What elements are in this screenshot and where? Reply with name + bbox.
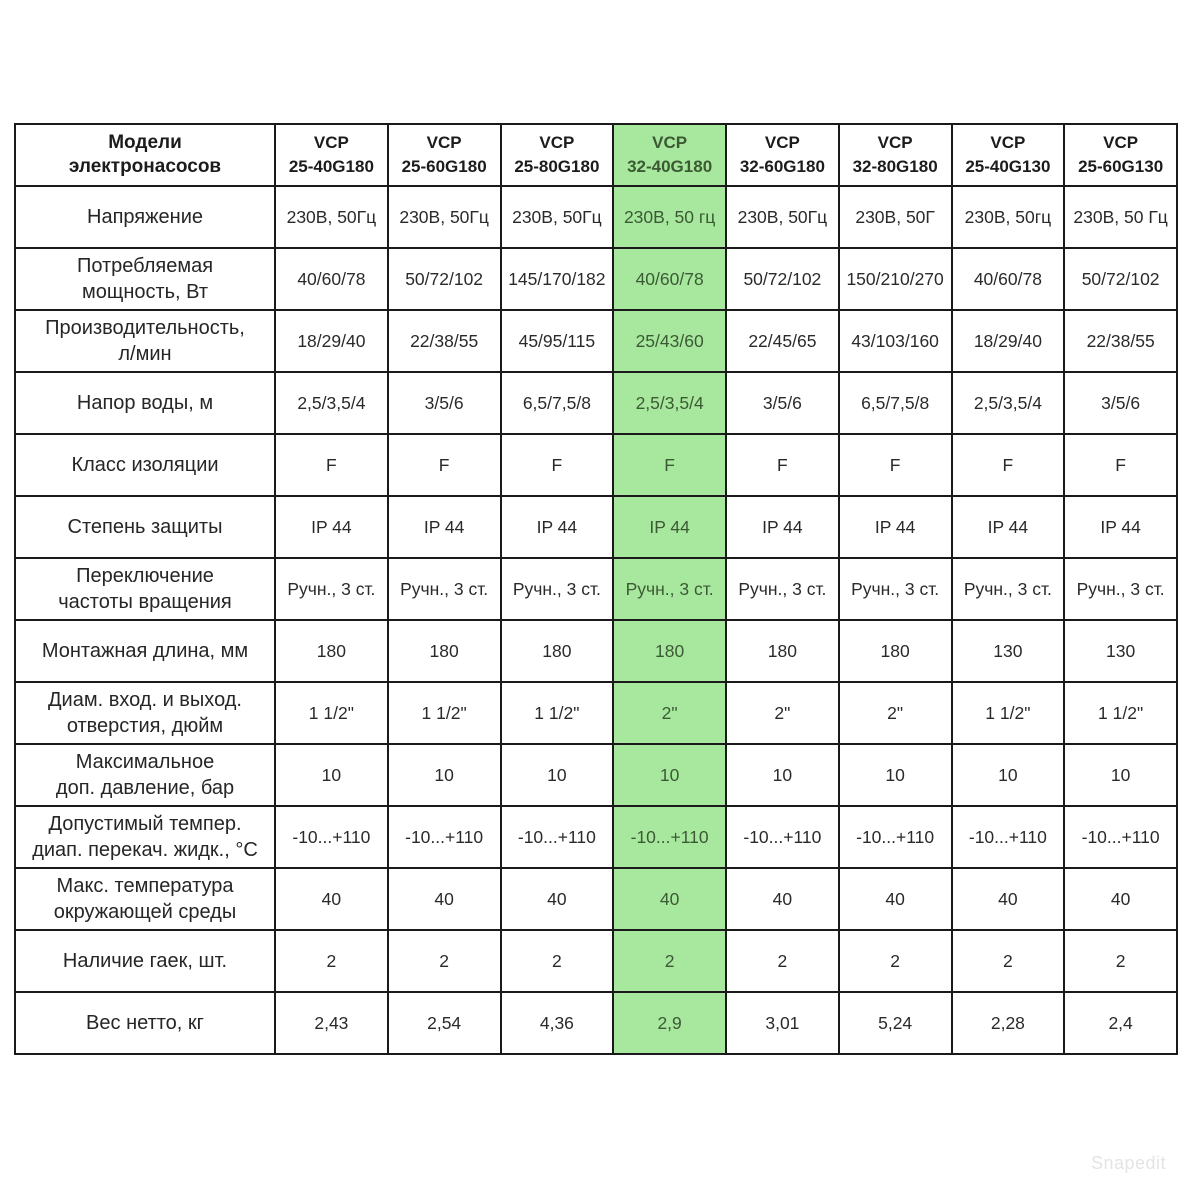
row-label-line: Вес нетто, кг: [86, 1012, 204, 1034]
value-cell: IP 44: [501, 496, 614, 558]
value-cell: 10: [388, 744, 501, 806]
value-cell: Ручн., 3 ст.: [839, 558, 952, 620]
value-cell: 230В, 50Г: [839, 186, 952, 248]
value-cell: 50/72/102: [1064, 248, 1177, 310]
row-label-line: Производительность,: [45, 317, 245, 339]
row-label-cell: [15, 248, 275, 310]
table-row: [15, 558, 1177, 620]
value-cell: 5,24: [839, 992, 952, 1054]
value-cell: IP 44: [613, 496, 726, 558]
value-cell: 180: [388, 620, 501, 682]
value-cell: 40: [501, 868, 614, 930]
model-name-line: 25-60G180: [401, 157, 487, 176]
row-label-line: Степень защиты: [67, 516, 223, 538]
value-cell: F: [388, 434, 501, 496]
value-cell: IP 44: [726, 496, 839, 558]
model-name-line: VCP: [652, 133, 688, 152]
row-label-line: Потребляемая: [76, 255, 214, 277]
value-cell: Ручн., 3 ст.: [613, 558, 726, 620]
value-cell: 43/103/160: [839, 310, 952, 372]
table-row: [15, 682, 1177, 744]
header-label-line-1: Модели: [108, 132, 182, 153]
value-cell: 130: [1064, 620, 1177, 682]
value-cell: 230В, 50Гц: [726, 186, 839, 248]
value-cell: Ручн., 3 ст.: [952, 558, 1065, 620]
value-cell: 230В, 50Гц: [501, 186, 614, 248]
value-cell: 230В, 50 Гц: [1064, 186, 1177, 248]
value-cell: F: [839, 434, 952, 496]
value-cell: F: [726, 434, 839, 496]
value-cell: 2,5/3,5/4: [613, 372, 726, 434]
value-cell: 3/5/6: [726, 372, 839, 434]
value-cell: 2,28: [952, 992, 1065, 1054]
value-cell: 18/29/40: [275, 310, 388, 372]
value-cell: 40: [1064, 868, 1177, 930]
value-cell: 6,5/7,5/8: [839, 372, 952, 434]
value-cell: 180: [275, 620, 388, 682]
header-row: [15, 124, 1177, 186]
row-label-cell: [15, 744, 275, 806]
value-cell: 2": [613, 682, 726, 744]
model-header-cell: [613, 124, 726, 186]
row-label-line: Монтажная длина, мм: [41, 640, 249, 662]
model-header-cell: [726, 124, 839, 186]
value-cell: 10: [726, 744, 839, 806]
table-row: [15, 248, 1177, 310]
value-cell: F: [613, 434, 726, 496]
value-cell: -10...+110: [275, 806, 388, 868]
row-label-line: л/мин: [118, 343, 172, 365]
model-name-line: 25-40G130: [965, 157, 1051, 176]
value-cell: IP 44: [1064, 496, 1177, 558]
model-name-line: 32-80G180: [852, 157, 938, 176]
value-cell: 145/170/182: [501, 248, 614, 310]
table-row: [15, 310, 1177, 372]
value-cell: 10: [839, 744, 952, 806]
value-cell: -10...+110: [952, 806, 1065, 868]
row-label-cell: [15, 434, 275, 496]
value-cell: -10...+110: [839, 806, 952, 868]
model-name-line: VCP: [990, 133, 1026, 152]
value-cell: 150/210/270: [839, 248, 952, 310]
row-label-cell: [15, 372, 275, 434]
value-cell: 10: [275, 744, 388, 806]
value-cell: 10: [501, 744, 614, 806]
value-cell: -10...+110: [388, 806, 501, 868]
value-cell: IP 44: [952, 496, 1065, 558]
value-cell: 2: [1064, 930, 1177, 992]
model-header-cell: [388, 124, 501, 186]
value-cell: 1 1/2": [1064, 682, 1177, 744]
value-cell: IP 44: [388, 496, 501, 558]
value-cell: 230В, 50 гц: [613, 186, 726, 248]
row-label-line: Диам. вход. и выход.: [48, 689, 242, 711]
value-cell: 40: [726, 868, 839, 930]
value-cell: 3/5/6: [388, 372, 501, 434]
value-cell: 3/5/6: [1064, 372, 1177, 434]
value-cell: 2,43: [275, 992, 388, 1054]
value-cell: Ручн., 3 ст.: [726, 558, 839, 620]
model-header-cell: [839, 124, 952, 186]
value-cell: F: [952, 434, 1065, 496]
table-row: [15, 496, 1177, 558]
value-cell: 45/95/115: [501, 310, 614, 372]
row-label-line: Класс изоляции: [71, 454, 219, 476]
model-name-line: VCP: [877, 133, 913, 152]
model-header-cell: [1064, 124, 1177, 186]
row-label-line: мощность, Вт: [81, 281, 209, 303]
row-label-cell: [15, 930, 275, 992]
value-cell: 2: [275, 930, 388, 992]
model-header-cell: [952, 124, 1065, 186]
model-header-cell: [501, 124, 614, 186]
model-name-line: 32-40G180: [627, 157, 713, 176]
value-cell: 18/29/40: [952, 310, 1065, 372]
value-cell: 180: [613, 620, 726, 682]
header-label-cell: [15, 124, 275, 186]
value-cell: 2,9: [613, 992, 726, 1054]
row-label-line: окружающей среды: [53, 901, 237, 923]
value-cell: 40: [613, 868, 726, 930]
value-cell: Ручн., 3 ст.: [275, 558, 388, 620]
header-label-line-2: электронасосов: [68, 156, 222, 177]
row-label-line: Макс. температура: [56, 875, 234, 897]
value-cell: 2: [952, 930, 1065, 992]
value-cell: 10: [952, 744, 1065, 806]
value-cell: Ручн., 3 ст.: [1064, 558, 1177, 620]
table-row: [15, 868, 1177, 930]
row-label-line: Напор воды, м: [76, 392, 214, 414]
value-cell: -10...+110: [613, 806, 726, 868]
table-row: [15, 620, 1177, 682]
value-cell: 130: [952, 620, 1065, 682]
row-label-line: Переключение: [76, 565, 214, 587]
value-cell: 2: [726, 930, 839, 992]
model-name-line: 32-60G180: [739, 157, 825, 176]
value-cell: 22/38/55: [388, 310, 501, 372]
value-cell: 230В, 50Гц: [388, 186, 501, 248]
value-cell: 2": [726, 682, 839, 744]
value-cell: F: [1064, 434, 1177, 496]
value-cell: 2,5/3,5/4: [275, 372, 388, 434]
value-cell: 40: [839, 868, 952, 930]
value-cell: 180: [839, 620, 952, 682]
value-cell: 230В, 50Гц: [275, 186, 388, 248]
value-cell: 1 1/2": [275, 682, 388, 744]
value-cell: 50/72/102: [388, 248, 501, 310]
value-cell: 180: [726, 620, 839, 682]
value-cell: 10: [613, 744, 726, 806]
value-cell: Ручн., 3 ст.: [501, 558, 614, 620]
value-cell: 2: [388, 930, 501, 992]
model-name-line: VCP: [313, 133, 349, 152]
row-label-cell: [15, 806, 275, 868]
table-row: [15, 992, 1177, 1054]
model-name-line: 25-80G180: [514, 157, 600, 176]
value-cell: 40: [952, 868, 1065, 930]
pump-spec-table: [14, 123, 1178, 1055]
model-name-line: VCP: [764, 133, 800, 152]
model-header-cell: [275, 124, 388, 186]
value-cell: 2,5/3,5/4: [952, 372, 1065, 434]
value-cell: 10: [1064, 744, 1177, 806]
value-cell: 22/38/55: [1064, 310, 1177, 372]
table-row: [15, 806, 1177, 868]
watermark: Snapedit: [1090, 1153, 1166, 1173]
value-cell: 22/45/65: [726, 310, 839, 372]
model-name-line: VCP: [426, 133, 462, 152]
value-cell: 25/43/60: [613, 310, 726, 372]
row-label-cell: [15, 682, 275, 744]
row-label-line: частоты вращения: [58, 591, 232, 613]
row-label-line: Наличие гаек, шт.: [62, 950, 228, 972]
row-label-cell: [15, 992, 275, 1054]
value-cell: 230В, 50гц: [952, 186, 1065, 248]
value-cell: 1 1/2": [501, 682, 614, 744]
value-cell: 180: [501, 620, 614, 682]
row-label-cell: [15, 558, 275, 620]
value-cell: 2: [501, 930, 614, 992]
table-row: [15, 434, 1177, 496]
value-cell: IP 44: [839, 496, 952, 558]
value-cell: -10...+110: [726, 806, 839, 868]
value-cell: 40: [388, 868, 501, 930]
value-cell: IP 44: [275, 496, 388, 558]
row-label-line: Напряжение: [87, 206, 203, 228]
value-cell: 40/60/78: [952, 248, 1065, 310]
value-cell: 1 1/2": [952, 682, 1065, 744]
table-body: [15, 186, 1177, 1054]
model-name-line: VCP: [1103, 133, 1139, 152]
row-label-cell: [15, 310, 275, 372]
model-name-line: VCP: [539, 133, 575, 152]
value-cell: 2: [839, 930, 952, 992]
value-cell: F: [501, 434, 614, 496]
value-cell: Ручн., 3 ст.: [388, 558, 501, 620]
value-cell: 2: [613, 930, 726, 992]
value-cell: 2,54: [388, 992, 501, 1054]
row-label-line: Допустимый темпер.: [48, 813, 242, 835]
row-label-line: доп. давление, бар: [55, 777, 235, 799]
value-cell: 6,5/7,5/8: [501, 372, 614, 434]
row-label-cell: [15, 496, 275, 558]
table-row: [15, 372, 1177, 434]
value-cell: 2": [839, 682, 952, 744]
row-label-cell: [15, 868, 275, 930]
value-cell: -10...+110: [501, 806, 614, 868]
value-cell: 4,36: [501, 992, 614, 1054]
row-label-line: Максимальное: [75, 751, 215, 773]
model-name-line: 25-40G180: [288, 157, 374, 176]
row-label-cell: [15, 186, 275, 248]
value-cell: 40/60/78: [275, 248, 388, 310]
table-row: [15, 186, 1177, 248]
value-cell: 40: [275, 868, 388, 930]
row-label-line: диап. перекач. жидк., °С: [32, 839, 258, 861]
model-name-line: 25-60G130: [1078, 157, 1164, 176]
table-row: [15, 744, 1177, 806]
value-cell: 50/72/102: [726, 248, 839, 310]
value-cell: 3,01: [726, 992, 839, 1054]
value-cell: 40/60/78: [613, 248, 726, 310]
value-cell: 1 1/2": [388, 682, 501, 744]
table-row: [15, 930, 1177, 992]
row-label-line: отверстия, дюйм: [66, 715, 224, 737]
row-label-cell: [15, 620, 275, 682]
value-cell: -10...+110: [1064, 806, 1177, 868]
value-cell: F: [275, 434, 388, 496]
value-cell: 2,4: [1064, 992, 1177, 1054]
